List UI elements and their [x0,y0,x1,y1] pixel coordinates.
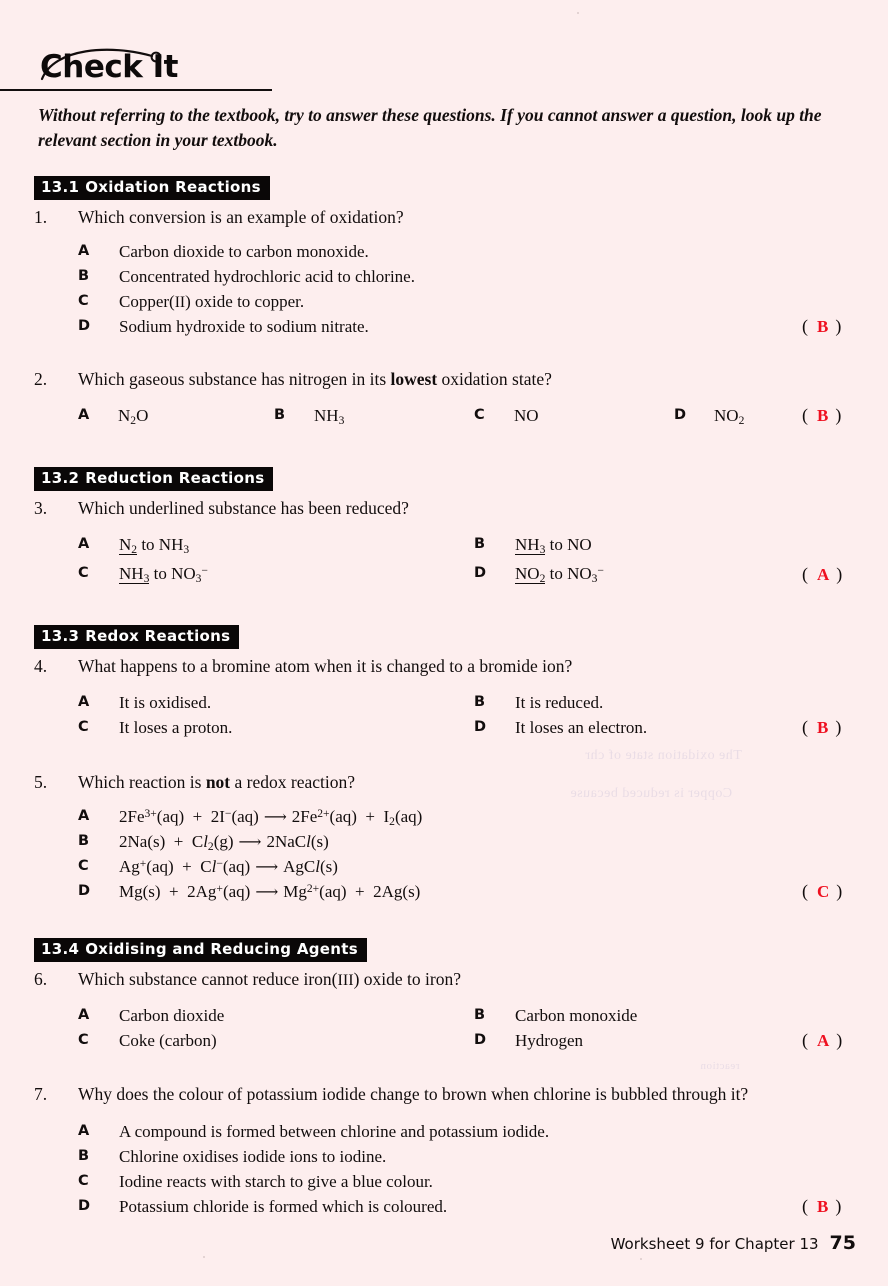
option-a[interactable] [78,405,148,427]
option-b[interactable] [474,1005,637,1027]
question-2-options [34,405,888,433]
option-c[interactable] [474,405,539,427]
option-formula: $N_2O$ [118,406,149,427]
question-7-options [34,1121,888,1221]
answer-key-q6: ( A ) [802,1029,845,1050]
option-b[interactable] [474,692,603,714]
option-letter: D [474,718,487,735]
section-header-13-1 [34,176,270,200]
answer-letter: A [817,565,830,585]
option-letter: D [474,1031,487,1048]
option-letter: B [78,833,90,850]
question-5-stem [34,771,888,795]
question-number: 3. [34,497,48,518]
option-formula: $N_2$ to $NH_3$ [119,535,190,557]
logo-underline-rule [0,89,272,91]
section-title: Reduction Reactions [85,469,265,488]
footer-label: Worksheet 9 for Chapter 13 [610,1235,819,1253]
option-equation: $2Na(s) + Cl_2(g)$ ⟶ 2NaCl(s) [119,832,329,854]
question-1-stem [34,206,888,230]
option-letter: C [78,565,89,582]
question-number: 2. [34,369,48,390]
instructions-text: Without referring to the textbook, try to answer these questions. If you cannot answer a question, look up the relevant section in your textbook. [38,105,822,150]
question-text: Why does the colour of potassium iodide change to brown when chlorine is bubbled through it? [78,1083,749,1104]
answer-letter: B [817,717,829,737]
option-formula: NO [514,406,539,426]
question-text: Which reaction is not a redox reaction? [78,771,355,792]
option-c[interactable] [78,1030,217,1052]
option-formula: $NH_3$ to NO [515,535,592,557]
scan-bleed-artifact: reaction [700,1060,740,1072]
option-letter: C [78,718,89,735]
question-text: Which underlined substance has been reduced? [78,497,409,518]
question-7 [0,1083,888,1221]
option-text: It is reduced. [515,692,604,712]
option-row [34,316,888,341]
option-formula: $NH_3$ [314,406,345,427]
option-c[interactable] [78,563,208,585]
option-equation: Ag+(aq) + Cl−(aq) ⟶ AgCl(s) [119,857,338,877]
option-d[interactable] [474,1030,583,1052]
question-6-options [34,1005,888,1055]
option-text: A compound is formed between chlorine and potassium iodide. [119,1121,550,1141]
question-5-options [34,806,888,906]
section-header-13-2 [34,467,273,491]
option-text: Carbon monoxide [515,1005,638,1025]
option-text: It loses an electron. [515,717,648,737]
option-text: Potassium chloride is formed which is coloured. [119,1196,448,1216]
page-footer [0,1232,856,1254]
questions-container [0,176,888,1221]
option-text: Chlorine oxidises iodide ions to iodine. [119,1146,387,1166]
section-title: Oxidising and Reducing Agents [85,940,358,959]
option-d[interactable] [474,717,647,739]
option-b[interactable] [274,405,344,427]
option-row [34,806,888,831]
option-letter: B [78,268,90,285]
option-letter: B [78,1147,90,1164]
option-text: It is oxidised. [119,692,212,712]
question-4-options [34,692,888,742]
option-text: Carbon dioxide to carbon monoxide. [119,242,369,262]
logo-label: Check It [40,49,178,85]
question-3-options [34,534,888,592]
question-4 [0,655,888,742]
option-a[interactable] [78,806,422,828]
question-number: 7. [34,1083,48,1104]
option-letter: C [78,1172,89,1189]
option-row [34,241,888,266]
question-4-stem [34,655,888,679]
option-row [34,1171,888,1196]
section-header-13-4 [34,938,367,962]
option-a[interactable] [78,692,211,714]
section-number: 13.3 [41,627,80,646]
option-text: It loses a proton. [119,717,233,737]
option-letter: C [78,1031,89,1048]
option-letter: A [78,243,90,260]
option-row [34,881,888,906]
option-letter: C [78,293,89,310]
check-it-logo [36,44,336,96]
option-letter: A [78,693,90,710]
option-letter: C [474,407,485,424]
option-letter: D [78,318,91,335]
option-a[interactable] [78,241,369,263]
option-row [34,1146,888,1171]
answer-letter: B [817,1196,829,1216]
option-c[interactable] [78,717,232,739]
option-row [34,1121,888,1146]
answer-letter: B [817,406,829,426]
option-letter: D [674,407,687,424]
option-d[interactable] [78,881,420,903]
question-3 [0,497,888,593]
answer-key-q4: ( B ) [802,716,844,737]
option-letter: A [78,407,90,424]
option-row [34,717,888,742]
option-a[interactable] [78,1005,224,1027]
answer-key-q2: ( B ) [802,405,844,426]
option-text: Iodine reacts with starch to give a blue colour. [119,1171,433,1191]
question-number: 6. [34,968,48,989]
question-6-stem [34,968,888,992]
option-row [34,291,888,316]
option-text: Coke (carbon) [119,1030,217,1050]
option-row [34,1196,888,1221]
option-letter: D [78,883,91,900]
option-a[interactable] [78,1121,549,1143]
answer-letter: C [817,882,830,902]
question-number: 5. [34,771,48,792]
option-equation: Mg(s) + 2Ag+(aq) ⟶ $Mg^{2+}(aq) + 2Ag(s)$ [119,882,421,902]
option-formula: $NO_2$ to $NO_3^-$ [515,564,604,586]
option-letter: B [474,693,486,710]
question-text: Which conversion is an example of oxidation? [78,206,404,227]
option-text: Hydrogen [515,1030,583,1050]
option-row [34,534,888,563]
option-d[interactable] [78,316,369,338]
question-number: 4. [34,655,48,676]
question-1 [0,206,888,342]
page-number: 75 [829,1232,856,1254]
section-title: Oxidation Reactions [85,178,261,196]
option-letter: A [78,536,90,553]
option-letter: B [474,536,486,553]
question-5 [0,771,888,907]
answer-key-q7: ( B ) [802,1195,844,1216]
option-letter: B [474,1006,486,1023]
section-title: Redox Reactions [85,627,231,646]
option-letter: D [474,565,487,582]
option-row [34,1005,888,1030]
question-6 [0,968,888,1055]
section-number: 13.1 [41,178,80,196]
option-text: Copper(II) oxide to copper. [119,292,305,312]
option-b[interactable] [78,1146,386,1168]
option-row [34,405,888,433]
option-text: Concentrated hydrochloric acid to chlorine. [119,267,415,287]
option-row [34,692,888,717]
option-letter: A [78,808,90,825]
option-letter: B [274,407,286,424]
option-d[interactable] [78,1196,447,1218]
option-equation: $2Fe^{3+}(aq) + 2I^-(aq)$ ⟶ $2Fe^{2+}(aq) + I_2(aq)$ [119,807,423,829]
question-text: Which substance cannot reduce iron(III) oxide to iron? [78,968,461,989]
question-number: 1. [34,206,48,227]
option-b[interactable] [78,831,329,853]
option-text: Carbon dioxide [119,1005,225,1025]
option-formula: $NO_2$ [714,406,745,427]
option-letter: A [78,1006,90,1023]
option-row [34,563,888,592]
option-b[interactable] [78,266,415,288]
option-c[interactable] [78,856,338,878]
option-formula: $NH_3$ to $NO_3^-$ [119,564,208,586]
section-number: 13.2 [41,469,80,488]
option-row [34,856,888,881]
option-row [34,1030,888,1055]
option-b[interactable] [474,534,592,556]
option-text: Sodium hydroxide to sodium nitrate. [119,317,369,337]
option-letter: A [78,1122,90,1139]
option-c[interactable] [78,291,304,314]
question-7-stem [34,1083,868,1107]
section-header-13-3 [34,625,239,649]
option-a[interactable] [78,534,189,556]
question-3-stem [34,497,888,521]
question-2 [0,368,888,433]
answer-key-q3: ( A ) [802,564,845,585]
answer-key-q1: ( B ) [802,316,844,337]
question-text: What happens to a bromine atom when it is changed to a bromide ion? [78,655,573,676]
option-d[interactable] [674,405,744,427]
question-1-options [34,241,888,341]
question-text: Which gaseous substance has nitrogen in its lowest oxidation state? [78,369,552,390]
option-d[interactable] [474,563,604,585]
scan-bleed-artifact: Copper is reduced because [570,786,733,801]
question-2-stem [34,368,888,392]
scan-bleed-artifact: The oxidation state of chr [585,748,742,763]
option-c[interactable] [78,1171,433,1193]
answer-letter: B [817,317,829,337]
option-letter: D [78,1197,91,1214]
option-letter: C [78,858,89,875]
option-row [34,266,888,291]
section-number: 13.4 [41,940,80,959]
option-row [34,831,888,856]
answer-key-q5: ( C ) [802,881,845,902]
answer-letter: A [817,1030,830,1050]
